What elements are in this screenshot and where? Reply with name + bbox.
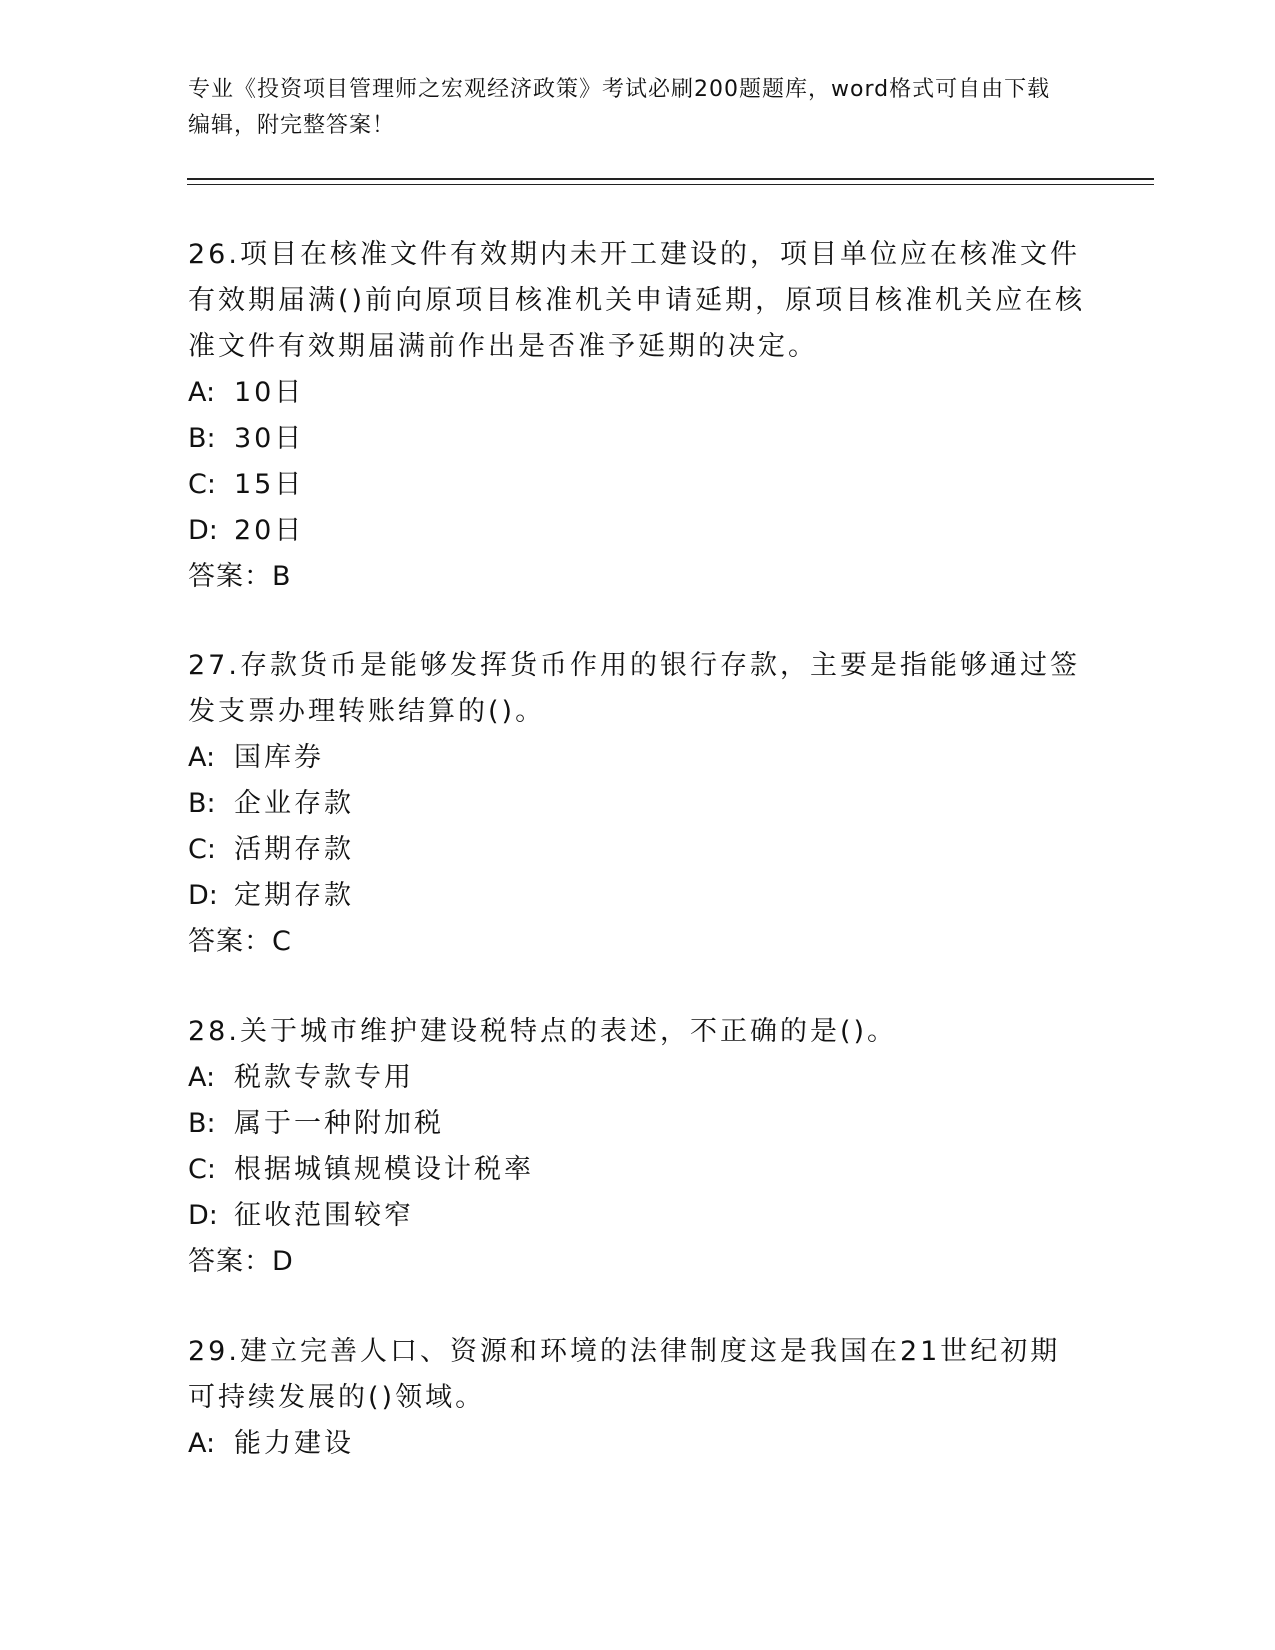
option-d <box>188 508 1088 554</box>
option-letter: A: <box>188 377 216 408</box>
document-header <box>188 72 1068 144</box>
option-text: 企业存款 <box>234 788 354 819</box>
option-letter: A: <box>188 742 216 773</box>
option-d <box>188 873 1088 919</box>
option-letter: B: <box>188 788 216 819</box>
option-letter: C: <box>188 1154 216 1185</box>
option-text: 30日 <box>234 423 305 454</box>
option-letter: B: <box>188 423 216 454</box>
option-c <box>188 827 1088 873</box>
option-text: 根据城镇规模设计税率 <box>234 1154 534 1185</box>
header-rule-thin <box>187 184 1154 185</box>
option-b <box>188 1101 1088 1147</box>
option-c <box>188 1147 1088 1193</box>
option-b <box>188 416 1088 462</box>
option-d <box>188 1193 1088 1239</box>
option-text: 定期存款 <box>234 880 354 911</box>
question-27 <box>188 643 1088 965</box>
option-text: 税款专款专用 <box>234 1062 414 1093</box>
option-letter: D: <box>188 515 218 546</box>
option-a <box>188 735 1088 781</box>
option-text: 征收范围较窄 <box>234 1200 414 1231</box>
option-b <box>188 781 1088 827</box>
question-stem: 27.存款货币是能够发挥货币作用的银行存款，主要是指能够通过签发支票办理转账结算的()。 <box>188 650 1080 727</box>
option-c <box>188 462 1088 508</box>
option-text: 10日 <box>234 377 305 408</box>
question-stem: 29.建立完善人口、资源和环境的法律制度这是我国在21世纪初期可持续发展的()领域。 <box>188 1336 1061 1413</box>
option-text: 能力建设 <box>234 1428 354 1459</box>
option-letter: C: <box>188 834 216 865</box>
option-letter: A: <box>188 1428 216 1459</box>
option-letter: C: <box>188 469 216 500</box>
option-letter: D: <box>188 1200 218 1231</box>
option-a <box>188 370 1088 416</box>
header-text: 专业《投资项目管理师之宏观经济政策》考试必刷200题题库，word格式可自由下载编辑，附完整答案！ <box>188 77 1051 138</box>
answer-line: 答案：B <box>188 561 292 592</box>
option-text: 15日 <box>234 469 305 500</box>
question-29 <box>188 1329 1088 1467</box>
answer-line: 答案：C <box>188 926 292 957</box>
question-stem: 26.项目在核准文件有效期内未开工建设的，项目单位应在核准文件有效期届满()前向原项目核准机关申请延期，原项目核准机关应在核准文件有效期届满前作出是否准予延期的决定。 <box>188 239 1086 362</box>
question-stem: 28.关于城市维护建设税特点的表述，不正确的是()。 <box>188 1016 898 1047</box>
option-text: 20日 <box>234 515 305 546</box>
option-text: 属于一种附加税 <box>234 1108 444 1139</box>
option-a <box>188 1055 1088 1101</box>
answer-line: 答案：D <box>188 1246 294 1277</box>
option-letter: A: <box>188 1062 216 1093</box>
option-a <box>188 1421 1088 1467</box>
option-text: 国库券 <box>234 742 324 773</box>
option-letter: B: <box>188 1108 216 1139</box>
question-26 <box>188 232 1088 600</box>
header-rule-thick <box>187 178 1154 180</box>
option-text: 活期存款 <box>234 834 354 865</box>
option-letter: D: <box>188 880 218 911</box>
question-28 <box>188 1009 1088 1285</box>
